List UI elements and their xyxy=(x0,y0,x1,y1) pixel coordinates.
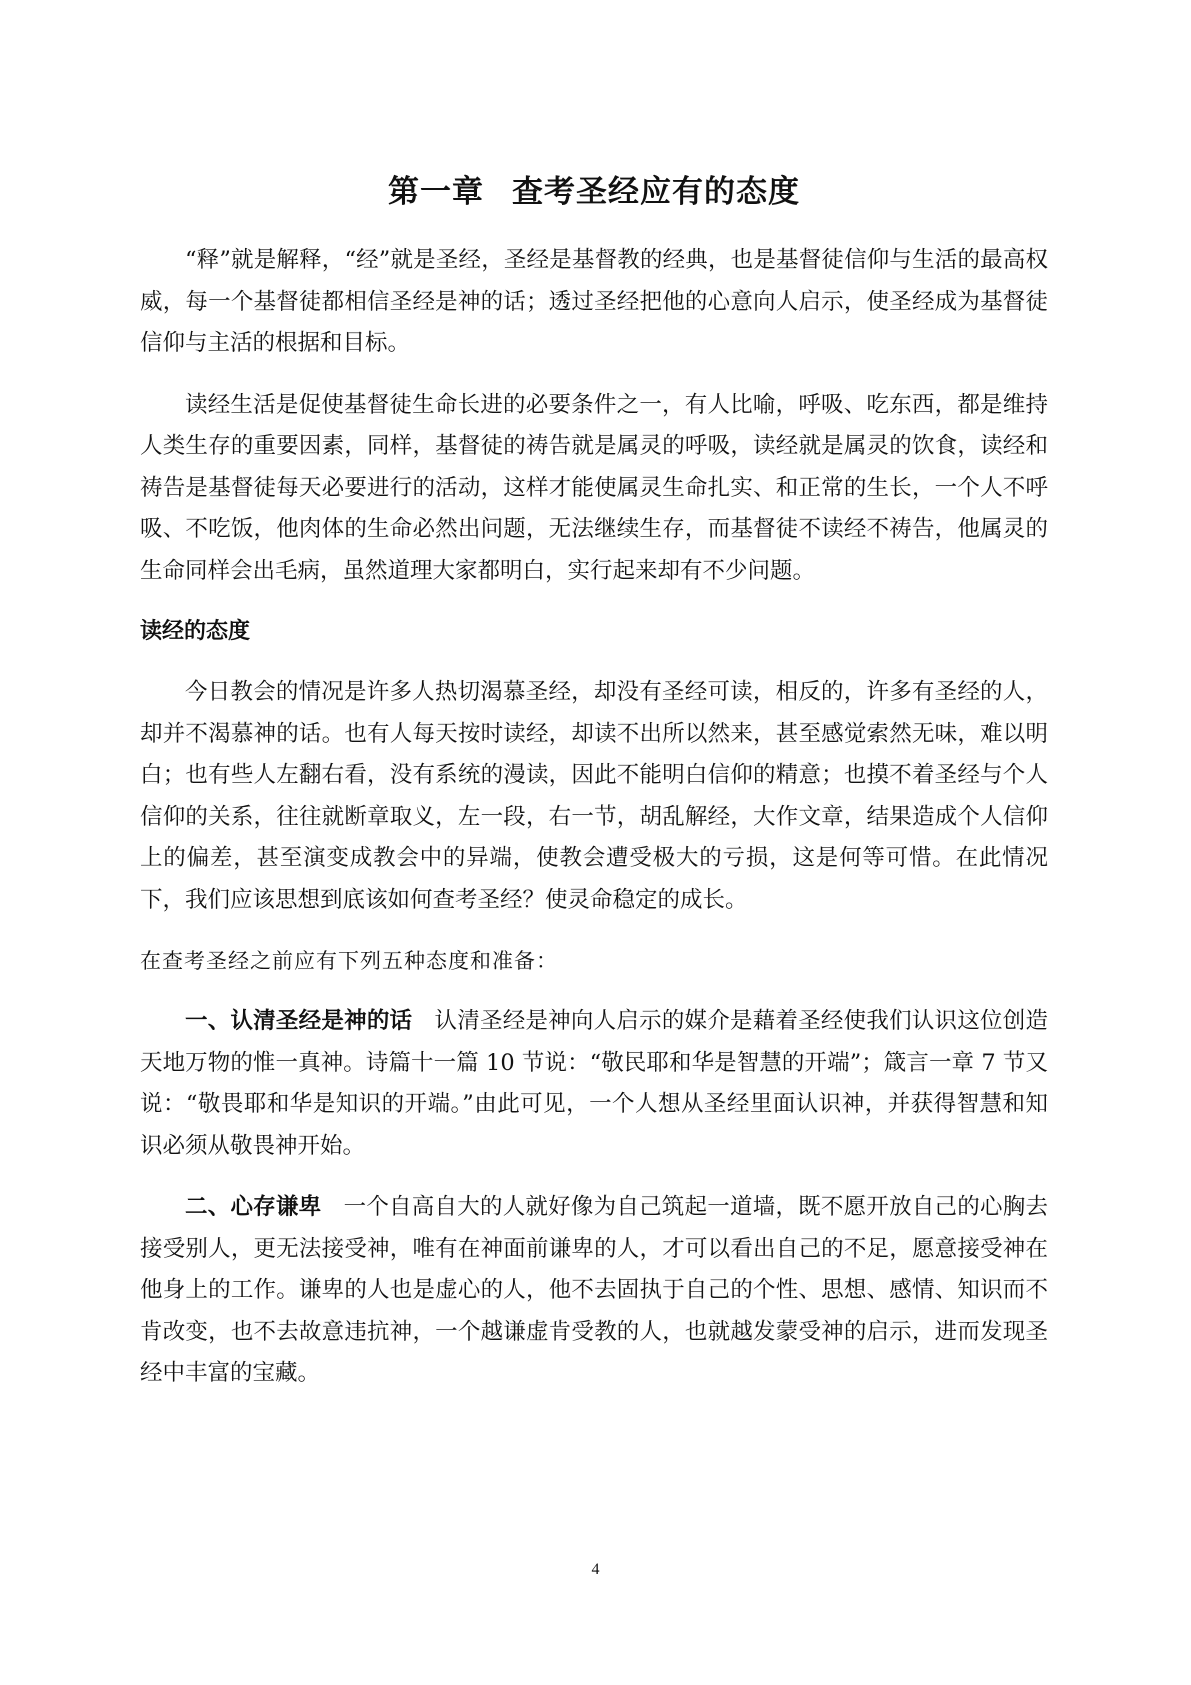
page-content xyxy=(140,168,1048,1395)
chapter-heading: 查考圣经应有的态度 xyxy=(512,174,800,210)
chapter-title xyxy=(140,168,1048,216)
paragraph-church-situation: 今日教会的情况是许多人热切渴慕圣经，却没有圣经可读，相反的，许多有圣经的人，却并不渴慕神的话。也有人每天按时读经，却读不出所以然来，甚至感觉索然无味，难以明白；也有些人左翻右看，没有系统的漫读，因此不能明白信仰的精意；也摸不着圣经与个人信仰的关系，往往就断章取义，左一段，右一节，胡乱解经，大作文章，结果造成个人信仰上的偏差，甚至演变成教会中的异端，使教会遭受极大的亏损，这是何等可惜。在此情况下，我们应该思想到底该如何查考圣经？使灵命稳定的成长。 xyxy=(140,679,1048,913)
chapter-number: 第一章 xyxy=(388,174,484,210)
point-two-lead: 二、心存谦卑 xyxy=(185,1194,322,1220)
point-two-text: 一个自高自大的人就好像为自己筑起一道墙，既不愿开放自己的心胸去接受别人，更无法接受神，唯有在神面前谦卑的人，才可以看出自己的不足，愿意接受神在他身上的工作。谦卑的人也是虚心的人，他不去固执于自己的个性、思想、感情、知识而不肯改变，也不去故意违抗神，一个越谦虚肯受教的人，也就越发蒙受神的启示，进而发现圣经中丰富的宝藏。 xyxy=(140,1194,1048,1386)
paragraph-definition: “释”就是解释，“经”就是圣经，圣经是基督教的经典，也是基督徒信仰与生活的最高权威，每一个基督徒都相信圣经是神的话；透过圣经把他的心意向人启示，使圣经成为基督徒信仰与主活的根据和目标。 xyxy=(140,247,1048,356)
point-one xyxy=(140,1001,1048,1167)
paragraph-spacer xyxy=(140,592,1048,612)
paragraph-spacer xyxy=(140,1167,1048,1187)
paragraph-spacer xyxy=(140,365,1048,385)
page-number: 4 xyxy=(591,1561,600,1578)
paragraph-reading-life: 读经生活是促使基督徒生命长进的必要条件之一，有人比喻，呼吸、吃东西，都是维持人类生存的重要因素，同样，基督徒的祷告就是属灵的呼吸，读经就是属灵的饮食，读经和祷告是基督徒每天必要进行的活动，这样才能使属灵生命扎实、和正常的生长，一个人不呼吸、不吃饭，他肉体的生命必然出问题，无法继续生存，而基督徒不读经不祷告，他属灵的生命同样会出毛病，虽然道理大家都明白，实行起来却有不少问题。 xyxy=(140,391,1048,584)
point-two xyxy=(140,1187,1048,1395)
paragraph-spacer xyxy=(140,921,1048,941)
point-one-lead: 一、认清圣经是神的话 xyxy=(185,1008,413,1034)
paragraph-spacer xyxy=(140,652,1048,672)
section-heading: 读经的态度 xyxy=(140,619,251,644)
paragraph-spacer xyxy=(140,981,1048,1001)
point-one-text: 认清圣经是神向人启示的媒介是藉着圣经使我们认识这位创造天地万物的惟一真神。诗篇十一篇 10 节说：“敬民耶和华是智慧的开端”；箴言一章 7 节又说：“敬畏耶和华是知识的开端。”由此可见，一个人想从圣经里面认识神，并获得智慧和知识必须从敬畏神开始。 xyxy=(140,1008,1048,1159)
five-attitudes-intro: 在查考圣经之前应有下列五种态度和准备： xyxy=(140,949,558,973)
